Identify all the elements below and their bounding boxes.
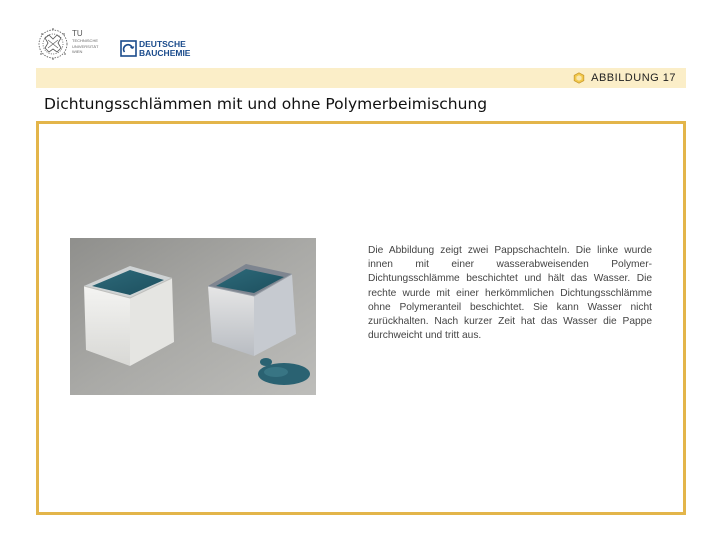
header-bar	[36, 68, 686, 88]
figure-caption: Die Abbildung zeigt zwei Pappschachteln. Die linke wurde innen mit einer wasserabweisenden Polymer-Dichtungsschlämme beschichtet und hält das Wasser. Die rechte wurde mit einer herkömmlichen Dichtungsschlämme ohne Polymeranteil beschichtet. Sie kann Wasser nicht zurückhalten. Nach kurzer Zeit hat das Wasser die Pappe durchweicht und tritt aus.	[368, 245, 652, 342]
tu-logo-line: TECHNISCHE	[72, 38, 99, 43]
page-title: Dichtungsschlämmen mit und ohne Polymerbeimischung	[44, 95, 488, 113]
tu-logo-letters: TU	[72, 29, 83, 38]
hexagon-icon	[573, 72, 585, 84]
university-seal-icon	[36, 26, 70, 62]
logo-line-2: BAUCHEMIE	[139, 47, 191, 58]
tu-logo	[36, 26, 106, 64]
figure-label: ABBILDUNG 17	[591, 72, 676, 84]
two-cardboard-boxes-photo	[70, 238, 316, 395]
deutsche-bauchemie-mark-icon	[120, 40, 137, 57]
tu-logo-line: WIEN	[72, 49, 83, 54]
figure-tag	[573, 71, 676, 85]
logo-line-1: DEUTSCHE	[139, 39, 186, 49]
tu-logo-line: UNIVERSITÄT	[72, 43, 99, 49]
